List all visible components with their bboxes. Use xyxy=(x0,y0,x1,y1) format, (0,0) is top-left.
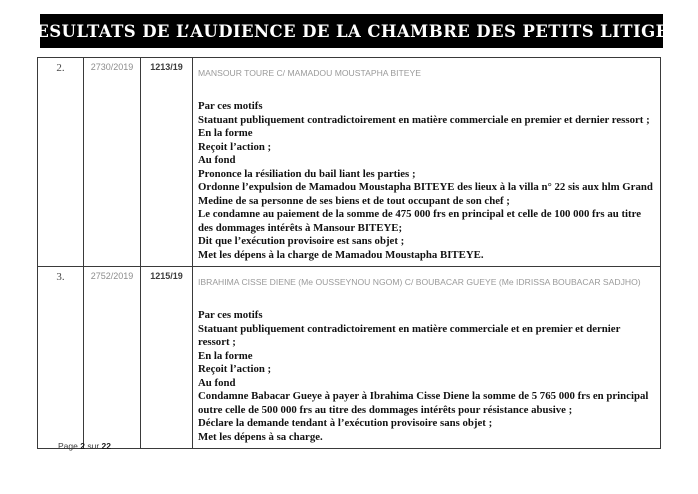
decision-line: Statuant publiquement contradictoirement en matière commerciale en premier et dernier ressort ; xyxy=(198,113,650,126)
decision-line: Ordonne l’expulsion de Mamadou Moustapha BITEYE des lieux à la villa n° 22 sis aux hlm Grand Medine de sa personne de ses biens et de tout occupant de son chef ; xyxy=(198,181,653,207)
footer-total-pages: 22 xyxy=(101,441,111,451)
case-number-cell xyxy=(84,58,141,267)
decision-line: Condamne Babacar Gueye à payer à Ibrahima Cisse Diene la somme de 5 765 000 frs en principal outre celle de 500 000 frs au titre des dommages intérêts pour résistance abusive ; xyxy=(198,390,649,416)
decision-line: Reçoit l’action ; xyxy=(198,363,272,375)
decision-line: En la forme xyxy=(198,349,253,362)
table-row xyxy=(38,58,661,267)
table-row xyxy=(38,267,661,449)
case-number-cell xyxy=(84,267,141,449)
parties-line: IBRAHIMA CISSE DIENE (Me OUSSEYNOU NGOM) C/ BOUBACAR GUEYE (Me IDRISSA BOUBACAR SADJHO) xyxy=(198,277,641,287)
decision-line: Par ces motifs xyxy=(198,309,263,321)
footer-separator: sur xyxy=(87,441,100,451)
decision-lines xyxy=(198,309,654,444)
decision-line: Dit que l’exécution provisoire est sans objet ; xyxy=(198,235,405,247)
decision-text-cell xyxy=(193,267,661,449)
decision-text-cell xyxy=(193,58,661,267)
footer-page-label: Page xyxy=(58,441,78,451)
decision-line: Reçoit l’action ; xyxy=(198,140,272,153)
decision-line: Met les dépens à sa charge. xyxy=(198,430,323,443)
decision-text-content xyxy=(193,58,660,266)
page-title: RESULTATS DE L’AUDIENCE DE LA CHAMBRE DES PETITS LITIGES xyxy=(22,21,681,41)
row-index-cell xyxy=(38,267,84,449)
decision-number: 1215/19 xyxy=(150,271,183,281)
decision-lines xyxy=(198,100,654,262)
footer-current-page: 2 xyxy=(80,441,85,451)
decision-number: 1213/19 xyxy=(150,62,183,72)
decision-line: Au fond xyxy=(198,376,236,389)
document-title-bar xyxy=(22,14,681,48)
row-index: 3. xyxy=(56,271,65,283)
parties-line: MANSOUR TOURE C/ MAMADOU MOUSTAPHA BITEYE xyxy=(198,68,421,78)
decision-line: Par ces motifs xyxy=(198,100,263,112)
decision-line: Le condamne au paiement de la somme de 475 000 frs en principal et celle de 100 000 frs au titre des dommages intérêts à Mansour BITEYE; xyxy=(198,208,642,234)
decision-line: Statuant publiquement contradictoirement en matière commerciale et en premier et dernier ressort ; xyxy=(198,322,621,348)
case-number: 2752/2019 xyxy=(90,271,134,281)
decision-line: Déclare la demande tendant à l’exécution provisoire sans objet ; xyxy=(198,417,493,429)
decision-line: Prononce la résiliation du bail liant les parties ; xyxy=(198,167,416,180)
results-table xyxy=(37,57,661,449)
row-index-cell xyxy=(38,58,84,267)
row-index: 2. xyxy=(56,62,65,74)
page-footer xyxy=(58,441,111,451)
decision-line: Au fond xyxy=(198,154,236,166)
decision-line: En la forme xyxy=(198,127,253,139)
decision-number-cell xyxy=(141,267,193,449)
decision-number-cell xyxy=(141,58,193,267)
decision-text-content xyxy=(193,267,660,448)
case-number: 2730/2019 xyxy=(90,62,134,72)
decision-line: Met les dépens à la charge de Mamadou Moustapha BITEYE. xyxy=(198,248,484,261)
